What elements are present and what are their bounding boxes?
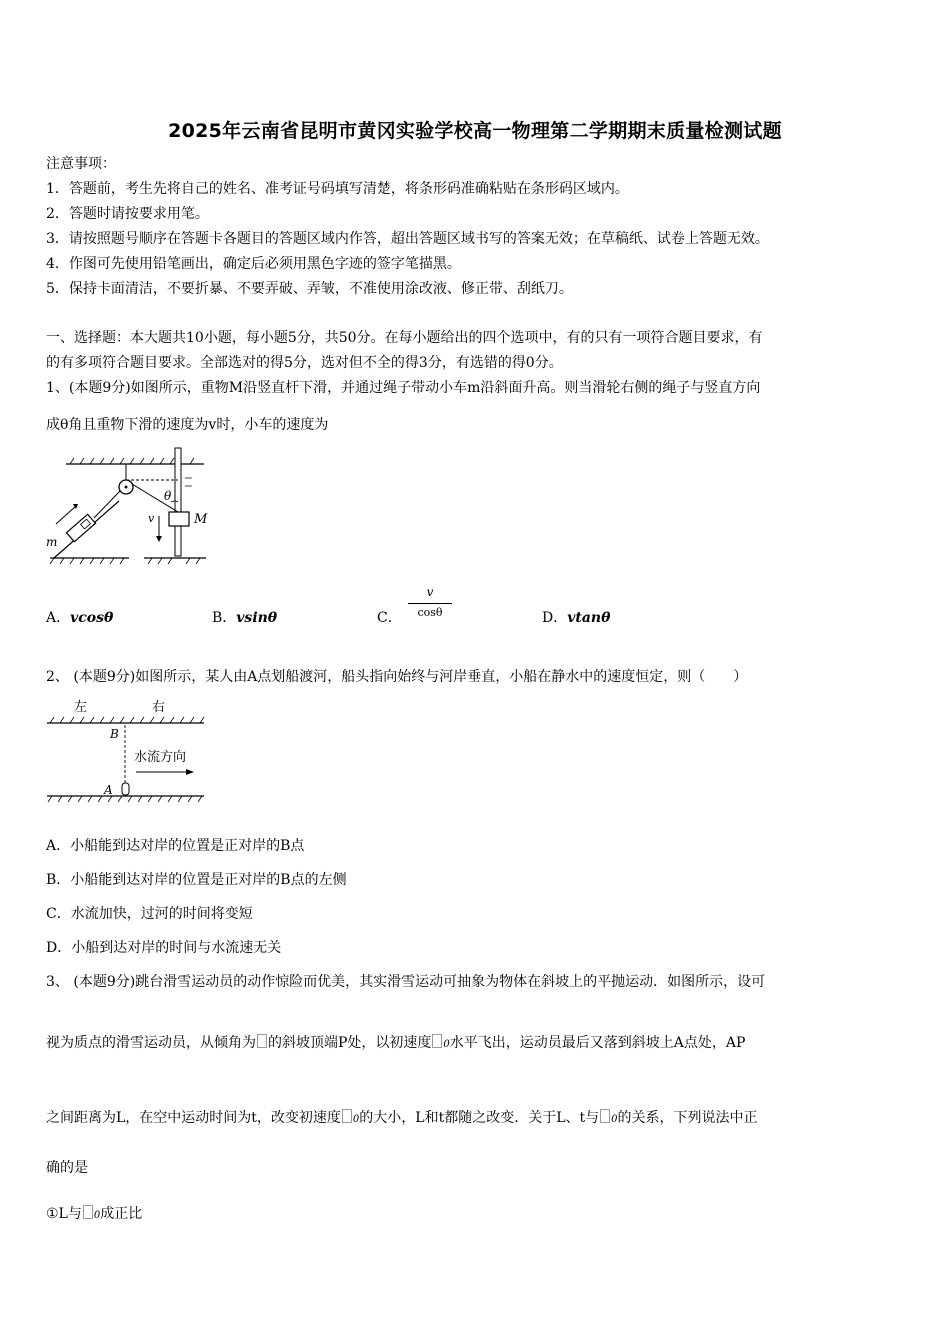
missing-symbol-placeholder <box>432 1034 442 1048</box>
q3-line3-part3: 的关系，下列说法中正 <box>617 1110 758 1126</box>
q3-line2-part3: 水平飞出，运动员最后又落到斜坡上A点处，AP <box>449 1035 746 1051</box>
q1-option-d-value: vtanθ <box>567 610 611 626</box>
q2-option-c[interactable]: C．水流加快，过河的时间将变短 <box>46 906 253 922</box>
q3-statement-1-part2: 成正比 <box>100 1206 143 1222</box>
q1-option-c[interactable] <box>377 607 402 627</box>
missing-symbol-placeholder <box>342 1109 352 1123</box>
q1-mass-M-label: M <box>194 512 208 527</box>
q3-subscript: 0 <box>611 1114 618 1125</box>
q3-subscript: 0 <box>443 1039 450 1050</box>
q2-figure <box>44 695 209 810</box>
section1-line1: 一、选择题：本大题共10小题，每小题5分，共50分。在每小题给出的四个选项中，有的只有一项符合题目要求，有 <box>46 330 763 346</box>
q1-option-b[interactable] <box>212 607 277 627</box>
q3-line3-part1: 之间距离为L，在空中运动时间为t，改变初速度 <box>46 1110 341 1126</box>
q1-option-c-fraction <box>408 585 452 619</box>
q3-line3-part2: 的大小，L和t都随之改变．关于L、t与 <box>359 1110 600 1126</box>
fraction-bar <box>408 603 452 604</box>
q2-option-a[interactable]: A．小船能到达对岸的位置是正对岸的B点 <box>46 838 305 854</box>
q1-velocity-label: v <box>148 512 155 525</box>
notice-item-5: 5．保持卡面清洁，不要折暴、不要弄破、弄皱，不准使用涂改液、修正带、刮纸刀。 <box>46 281 573 297</box>
q3-stem-line3 <box>46 1107 758 1127</box>
q2-stem: 2、 (本题9分)如图所示，某人由A点划船渡河，船头指向始终与河岸垂直，小船在静水中的速度恒定，则（ ） <box>46 669 748 685</box>
q3-line2-part2: 的斜坡顶端P处，以初速度 <box>268 1035 432 1051</box>
q1-option-d[interactable] <box>542 607 610 627</box>
q2-point-b-label: B <box>110 727 119 741</box>
q1-option-a-value: vcosθ <box>70 610 114 626</box>
q2-flow-label: 水流方向 <box>134 750 187 765</box>
q1-cart-m-label: m <box>46 535 58 549</box>
q2-point-a-label: A <box>104 783 113 797</box>
missing-symbol-placeholder <box>600 1109 610 1123</box>
q3-statement-1 <box>46 1203 142 1223</box>
q3-stem-line4: 确的是 <box>46 1160 88 1176</box>
q3-subscript: 0 <box>93 1210 101 1221</box>
notice-heading: 注意事项： <box>46 156 116 172</box>
notice-item-1: 1．答题前，考生先将自己的姓名、准考证号码填写清楚，将条形码准确粘贴在条形码区域内。 <box>46 181 629 197</box>
q1-option-a-prefix: A． <box>46 610 71 626</box>
q3-subscript: 0 <box>352 1114 360 1125</box>
q1-stem-line1: 1、(本题9分)如图所示，重物M沿竖直杆下滑，并通过绳子带动小车m沿斜面升高。则当滑轮右侧的绳子与竖直方向 <box>46 380 761 396</box>
q2-left-label: 左 <box>74 700 88 715</box>
q1-option-b-value: vsinθ <box>236 610 278 626</box>
q1-option-c-prefix: C． <box>377 610 402 626</box>
notice-item-2: 2．答题时请按要求用笔。 <box>46 206 209 222</box>
q1-theta-label: θ <box>164 489 172 503</box>
q1-option-c-denominator: cosθ <box>417 606 443 619</box>
page-title: 2025年云南省昆明市黄冈实验学校高一物理第二学期期末质量检测试题 <box>168 120 782 142</box>
missing-symbol-placeholder <box>83 1205 93 1219</box>
q1-option-a[interactable] <box>46 607 113 627</box>
q1-stem-line2: 成θ角且重物下滑的速度为v时，小车的速度为 <box>46 417 329 433</box>
q3-stem-line1: 3、 (本题9分)跳台滑雪运动员的动作惊险而优美，其实滑雪运动可抽象为物体在斜坡上的平抛运动．如图所示，设可 <box>46 974 766 990</box>
notice-item-4: 4．作图可先使用铅笔画出，确定后必须用黑色字迹的签字笔描黑。 <box>46 256 461 272</box>
q2-right-label: 右 <box>152 700 166 715</box>
q3-line2-part1: 视为质点的滑雪运动员，从倾角为 <box>46 1035 256 1051</box>
section1-line2: 的有多项符合题目要求。全部选对的得5分，选对但不全的得3分，有选错的得0分。 <box>46 355 563 371</box>
q3-statement-1-part1: ①L与 <box>46 1206 82 1222</box>
q1-option-d-prefix: D． <box>542 610 568 626</box>
q1-option-c-numerator: v <box>426 585 434 599</box>
q2-option-b[interactable]: B．小船能到达对岸的位置是正对岸的B点的左侧 <box>46 872 347 888</box>
q1-figure <box>44 446 214 566</box>
q1-option-b-prefix: B． <box>212 610 237 626</box>
notice-item-3: 3．请按照题号顺序在答题卡各题目的答题区域内作答，超出答题区域书写的答案无效；在草稿纸、试卷上答题无效。 <box>46 231 769 247</box>
q3-stem-line2 <box>46 1032 745 1052</box>
q2-option-d[interactable]: D．小船到达对岸的时间与水流速无关 <box>46 940 282 956</box>
missing-symbol-placeholder <box>257 1034 267 1048</box>
